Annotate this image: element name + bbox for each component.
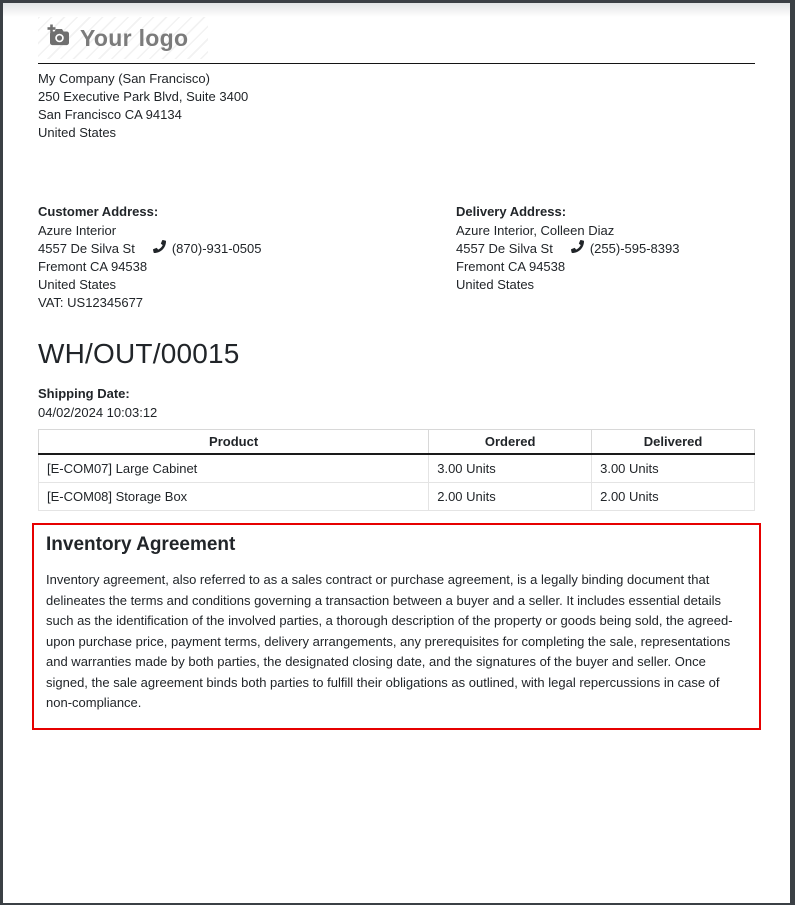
table-header xyxy=(39,430,755,455)
page-content xyxy=(3,3,790,730)
delivery-street-line xyxy=(456,240,679,258)
table-header-row xyxy=(39,430,755,455)
company-logo xyxy=(38,17,208,59)
delivery-name: Azure Interior, Colleen Diaz xyxy=(456,223,615,238)
customer-city: Fremont CA 94538 xyxy=(38,259,148,274)
cell-delivered: 3.00 Units xyxy=(592,454,755,483)
agreement-body: Inventory agreement, also referred to as a sales contract or purchase agreement, is a legally binding document that delineates the terms and conditions governing a transaction between a buyer and a seller. It includes essential details such as the identification of the involved parties, a thorough description of the property or goods being sold, the agreed-upon purchase price, payment terms, delivery arrangements, any prerequisites for completing the sale, representations and warranties made by both parties, the designated closing date, and the signatures of the buyer and seller. Once signed, the sale agreement binds both parties to fulfill their obligations as outlined, with legal repercussions in case of non-compliance. xyxy=(46,572,733,710)
logo-text: Your logo xyxy=(80,24,189,51)
company-city: San Francisco CA 94134 xyxy=(38,107,182,122)
customer-name: Azure Interior xyxy=(38,223,117,238)
company-country: United States xyxy=(38,125,117,140)
delivery-street: 4557 De Silva St xyxy=(456,241,553,256)
table-row xyxy=(39,483,755,511)
company-name: My Company (San Francisco) xyxy=(38,71,210,86)
company-street: 250 Executive Park Blvd, Suite 3400 xyxy=(38,89,249,104)
inventory-agreement-box xyxy=(32,523,761,730)
customer-phone-number: (870)-931-0505 xyxy=(171,241,262,256)
shipping-date-label: Shipping Date: xyxy=(38,386,130,401)
document-page xyxy=(3,3,790,903)
cell-ordered: 3.00 Units xyxy=(429,454,592,483)
addresses-section xyxy=(38,202,755,312)
customer-phone xyxy=(153,240,262,258)
customer-street-line xyxy=(38,240,456,258)
customer-country: United States xyxy=(38,277,117,292)
cell-delivered: 2.00 Units xyxy=(592,483,755,511)
customer-street: 4557 De Silva St xyxy=(38,241,135,256)
agreement-title: Inventory Agreement xyxy=(46,534,236,555)
customer-vat: VAT: US12345677 xyxy=(38,295,144,310)
report-header xyxy=(38,17,755,142)
company-address-block xyxy=(38,70,755,142)
customer-address-label: Customer Address: xyxy=(38,204,159,219)
delivery-country: United States xyxy=(456,277,535,292)
delivery-city: Fremont CA 94538 xyxy=(456,259,566,274)
cell-product: [E-COM08] Storage Box xyxy=(39,483,429,511)
column-header-product: Product xyxy=(39,430,429,455)
shipping-date-value: 04/02/2024 10:03:12 xyxy=(38,405,158,420)
column-header-delivered: Delivered xyxy=(592,430,755,455)
document-title: WH/OUT/00015 xyxy=(38,338,240,369)
delivery-address-block xyxy=(456,202,679,312)
cell-product: [E-COM07] Large Cabinet xyxy=(39,454,429,483)
phone-icon xyxy=(153,240,166,258)
customer-address-block xyxy=(38,202,456,312)
delivery-address-label: Delivery Address: xyxy=(456,204,567,219)
cell-ordered: 2.00 Units xyxy=(429,483,592,511)
delivery-phone xyxy=(571,240,680,258)
delivery-phone-number: (255)-595-8393 xyxy=(589,241,680,256)
header-divider xyxy=(38,63,755,64)
column-header-ordered: Ordered xyxy=(429,430,592,455)
product-moves-table xyxy=(38,429,755,511)
table-row xyxy=(39,454,755,483)
camera-plus-icon xyxy=(46,24,71,53)
phone-icon xyxy=(571,240,584,258)
